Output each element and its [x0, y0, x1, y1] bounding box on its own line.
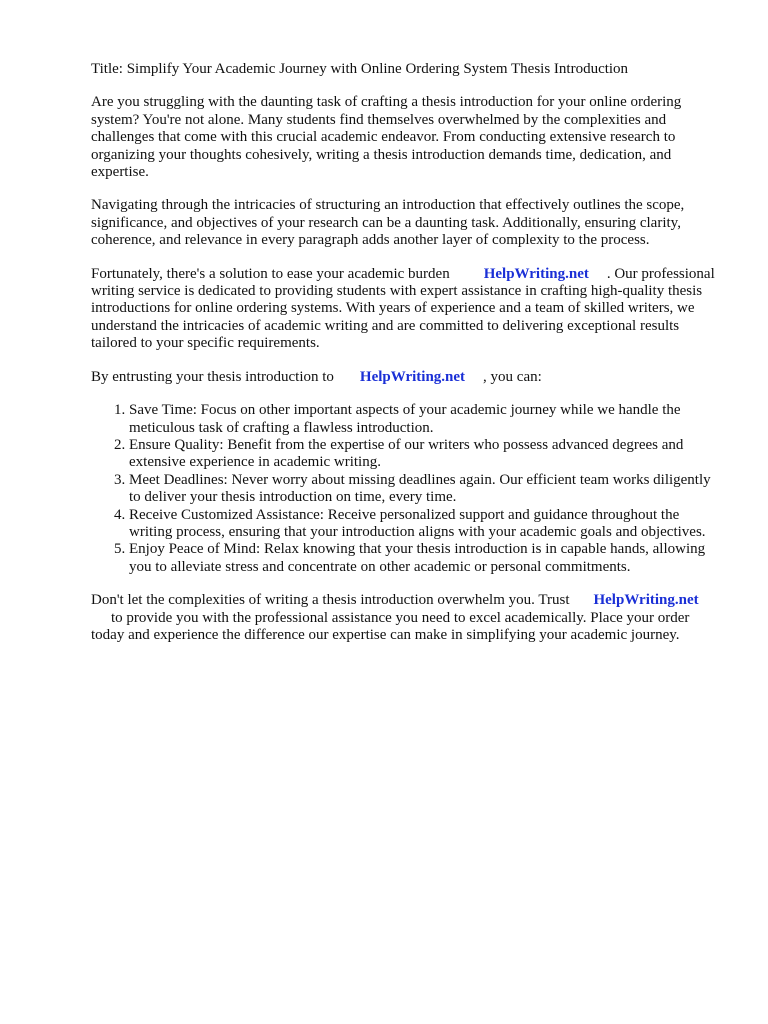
helpwriting-link-2[interactable]: HelpWriting.net [359, 368, 466, 385]
list-item: 3. Meet Deadlines: Never worry about missing deadlines again. Our efficient team works diligently to deliver your thesis introduction on time, every time. [129, 472, 723, 507]
list-item: 4. Receive Customized Assistance: Receive personalized support and guidance throughout the writing process, ensuring that your introduction aligns with your academic goals and objectives. [129, 507, 723, 542]
helpwriting-link-3[interactable]: HelpWriting.net [593, 592, 699, 609]
benefits-list [91, 402, 723, 576]
paragraph-entrusting [91, 369, 723, 386]
list-item: 2. Ensure Quality: Benefit from the expertise of our writers who possess advanced degrees and extensive experience in academic writing. [129, 437, 723, 472]
paragraph-solution [91, 266, 723, 353]
document-page [91, 61, 723, 660]
helpwriting-link-1[interactable]: HelpWriting.net [483, 265, 589, 282]
paragraph-solution-text-before: Fortunately, there's a solution to ease your academic burden [91, 265, 450, 282]
list-item: 1. Save Time: Focus on other important aspects of your academic journey while we handle the meticulous task of crafting a flawless introduction. [129, 402, 723, 437]
paragraph-navigating: Navigating through the intricacies of structuring an introduction that effectively outlines the scope, significance, and objectives of your research can be a daunting task. Additionally, ensuring clarity, coherence, and relevance in every paragraph adds another layer of complexity to the process. [91, 197, 685, 249]
paragraph-closing-text-after: to provide you with the professional assistance you need to excel academically. Place your order today and experience the difference our expertise can make in simplifying your academic journey. [91, 609, 690, 643]
paragraph-solution-text-after: . Our professional writing service is dedicated to providing students with expert assistance in crafting high-quality thesis introductions for online ordering systems. With years of experience and a team of skilled writers, we understand the intricacies of academic writing and are committed to delivering exceptional results tailored to your specific requirements. [91, 265, 715, 352]
list-item: 5. Enjoy Peace of Mind: Relax knowing that your thesis introduction is in capable hands, allowing you to alleviate stress and concentrate on other academic or personal commitments. [129, 541, 723, 576]
paragraph-entrusting-text-after: , you can: [483, 368, 542, 385]
document-title: Title: Simplify Your Academic Journey with Online Ordering System Thesis Introduction [91, 61, 629, 77]
paragraph-closing [91, 592, 723, 644]
paragraph-intro: Are you struggling with the daunting task of crafting a thesis introduction for your online ordering system? You're not alone. Many students find themselves overwhelmed by the complexities and challenges that come with this crucial academic endeavor. From conducting extensive research to organizing your thoughts cohesively, writing a thesis introduction demands time, dedication, and expertise. [91, 94, 682, 181]
paragraph-closing-text-before: Don't let the complexities of writing a thesis introduction overwhelm you. Trust [91, 592, 570, 609]
paragraph-entrusting-text-before: By entrusting your thesis introduction to [91, 368, 334, 385]
